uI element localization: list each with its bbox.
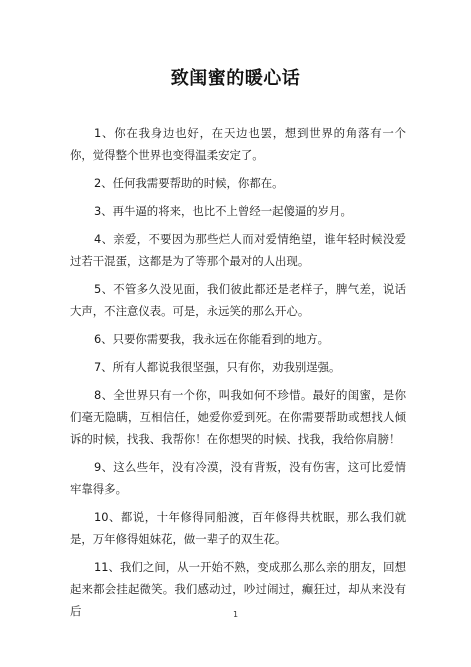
paragraph-9: 9、这么些年，没有冷漠，没有背叛，没有伤害，这可比爱情牢靠得多。 <box>70 460 406 496</box>
paragraph-1: 1、你在我身边也好，在天边也罢，想到世界的角落有一个你，觉得整个世界也变得温柔安定了。 <box>70 126 406 162</box>
paragraph-4: 4、亲爱，不要因为那些烂人而对爱情绝望，谁年轻时候没爱过若干混蛋，这都是为了等那个最对的人出现。 <box>70 232 406 268</box>
paragraph-5: 5、不管多久没见面，我们彼此都还是老样子，脾气差，说话大声，不注意仪表。可是，永远笑的那么开心。 <box>70 282 406 318</box>
paragraph-11: 11、我们之间，从一开始不熟，变成那么那么亲的朋友，回想起来都会挂起微笑。我们感动过，吵过闹过，癫狂过，却从来没有后 <box>70 560 406 618</box>
document-body <box>70 122 406 628</box>
paragraph-10: 10、都说，十年修得同船渡，百年修得共枕眠，那么我们就是，万年修得姐妹花，做一辈子的双生花。 <box>70 510 406 546</box>
page-title: 致闺蜜的暖心话 <box>170 68 301 89</box>
paragraph-3: 3、再牛逼的将来，也比不上曾经一起傻逼的岁月。 <box>94 204 352 218</box>
paragraph-8: 8、全世界只有一个你，叫我如何不珍惜。最好的闺蜜，是你们毫无隐瞒，互相信任，她爱你爱到死。在你需要帮助或想找人倾诉的时候，找我、我帮你！在你想哭的时候、找我，我给你肩膀！ <box>70 388 406 446</box>
paragraph-2: 2、任何我需要帮助的时候，你都在。 <box>94 176 284 190</box>
paragraph-7: 7、所有人都说我很坚强，只有你，劝我别逞强。 <box>94 360 341 374</box>
paragraph-6: 6、只要你需要我，我永远在你能看到的地方。 <box>94 332 330 346</box>
page-number: 1 <box>232 610 239 619</box>
